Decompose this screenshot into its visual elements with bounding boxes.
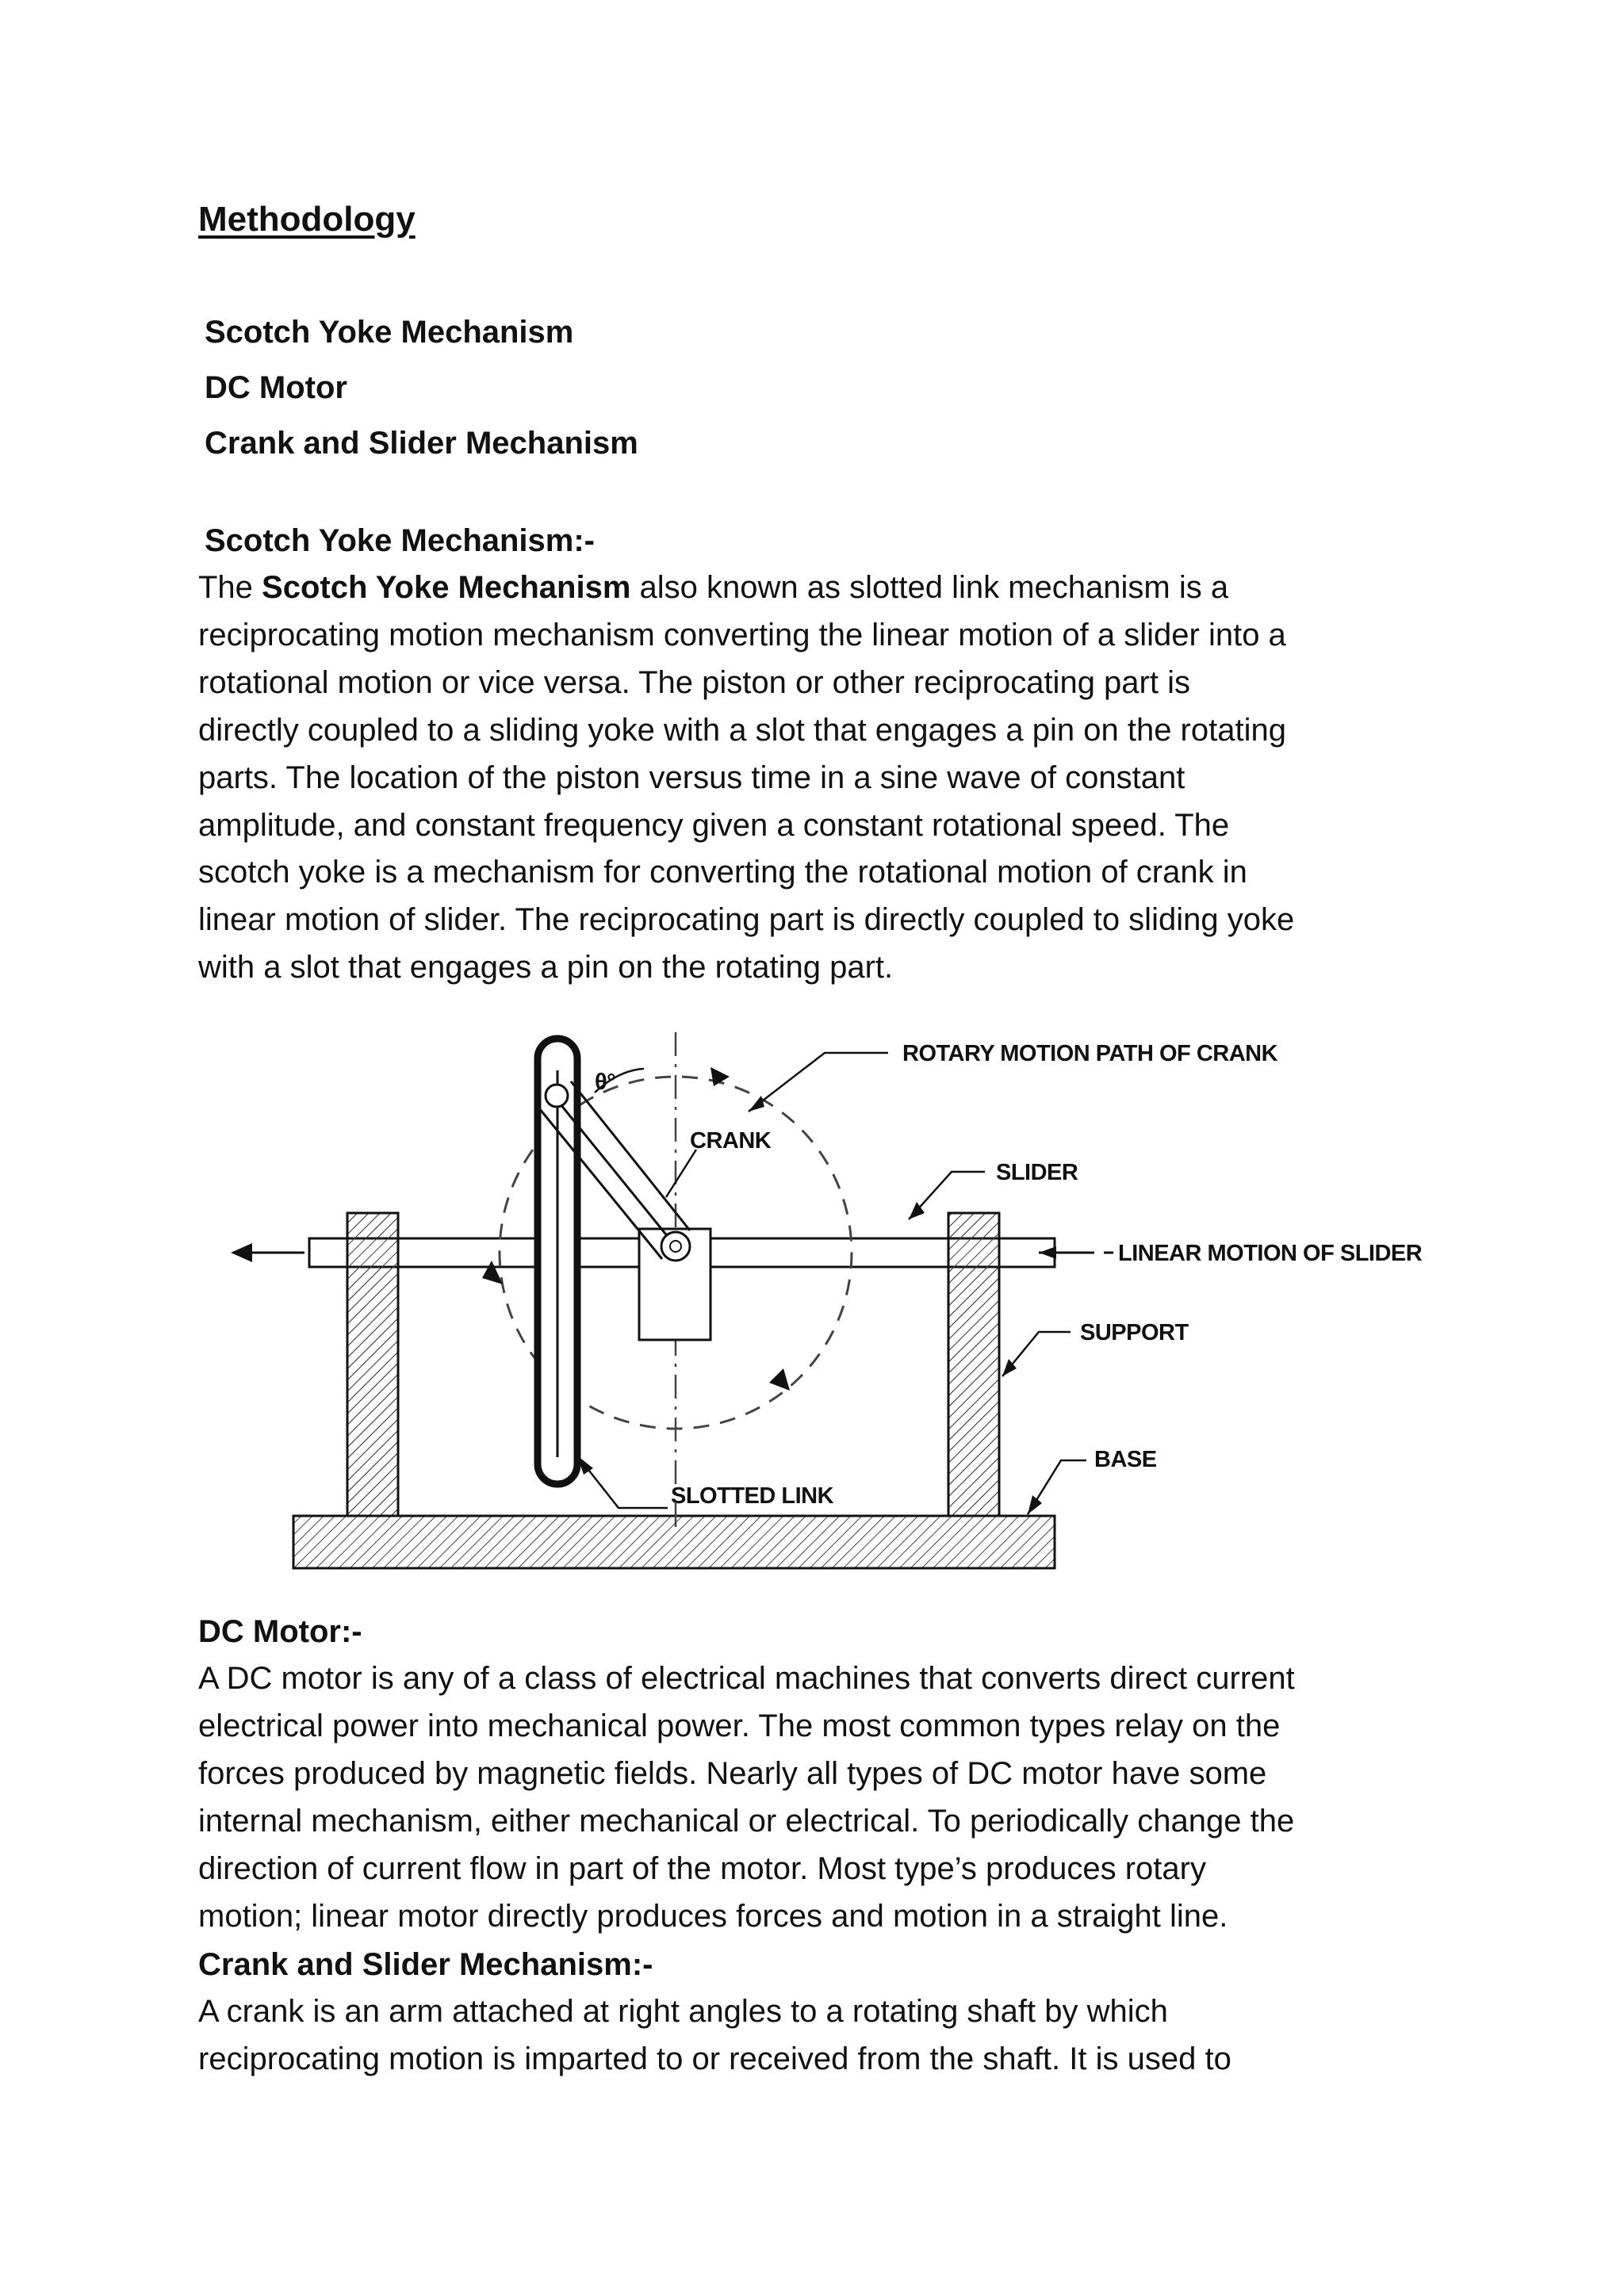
paragraph-line: directly coupled to a sliding yoke with a slot that engages a pin on the rotating — [198, 712, 1286, 748]
page-title: Methodology — [198, 200, 416, 239]
base — [293, 1516, 1055, 1568]
paragraph-line: motion; linear motor directly produces forces and motion in a straight line. — [198, 1898, 1228, 1934]
leader-crank — [666, 1150, 696, 1197]
label-base: BASE — [1094, 1447, 1157, 1472]
label-slotted: SLOTTED LINK — [671, 1483, 834, 1509]
label-support: SUPPORT — [1080, 1320, 1189, 1345]
paragraph-line: electrical power into mechanical power. The most common types relay on the — [198, 1708, 1281, 1743]
paragraph-line: linear motion of slider. The reciprocating part is directly coupled to sliding yoke — [198, 902, 1295, 938]
paragraph-line: direction of current flow in part of the motor. Most type’s produces rotary — [198, 1850, 1206, 1886]
topic-list — [205, 304, 638, 471]
paragraph-line: forces produced by magnetic fields. Nearly all types of DC motor have some — [198, 1755, 1267, 1791]
label-crank: CRANK — [690, 1128, 772, 1154]
paragraph-line — [198, 564, 1483, 612]
label-rotary: ROTARY MOTION PATH OF CRANK — [902, 1041, 1278, 1066]
crank-slider-section — [198, 1941, 1483, 2084]
paragraph-line: scotch yoke is a mechanism for converting the rotational motion of crank in — [198, 855, 1247, 890]
paragraph-line: A crank is an arm attached at right angles to a rotating shaft by which — [198, 1994, 1168, 2029]
topic-item: Scotch Yoke Mechanism — [205, 315, 574, 350]
paragraph-line: rotational motion or vice versa. The piston or other reciprocating part is — [198, 664, 1190, 700]
section-paragraph — [198, 564, 1483, 992]
section-heading: DC Motor:- — [198, 1614, 362, 1649]
scotch-yoke-section — [198, 517, 1483, 992]
dc-motor-section — [198, 1608, 1483, 1940]
crank-pin — [546, 1085, 568, 1107]
text-run: also known as slotted link mechanism is a — [630, 570, 1229, 605]
section-heading: Crank and Slider Mechanism:- — [198, 1947, 653, 1982]
scotch-yoke-diagram — [222, 1023, 1443, 1594]
paragraph-line: parts. The location of the piston versus time in a sine wave of constant — [198, 760, 1185, 795]
label-slider: SLIDER — [996, 1160, 1078, 1185]
paragraph-line: with a slot that engages a pin on the rotating part. — [198, 950, 894, 985]
text-run: The — [198, 570, 262, 605]
paragraph-line: internal mechanism, either mechanical or electrical. To periodically change the — [198, 1803, 1295, 1839]
angle-label: θ° — [595, 1070, 616, 1095]
paragraph-line: A DC motor is any of a class of electrical machines that converts direct current — [198, 1661, 1295, 1696]
section-paragraph — [198, 1988, 1483, 2084]
section-paragraph — [198, 1655, 1483, 1940]
leader-slotted — [577, 1456, 668, 1508]
topic-item: Crank and Slider Mechanism — [205, 426, 638, 461]
diagram-svg — [222, 1023, 1443, 1594]
bold-term: Scotch Yoke Mechanism — [262, 570, 631, 605]
label-linear: LINEAR MOTION OF SLIDER — [1118, 1241, 1423, 1266]
paragraph-line: amplitude, and constant frequency given a constant rotational speed. The — [198, 807, 1230, 843]
topic-item: DC Motor — [205, 370, 347, 405]
section-heading: Scotch Yoke Mechanism:- — [205, 523, 595, 558]
paragraph-line: reciprocating motion mechanism converting the linear motion of a slider into a — [198, 617, 1286, 652]
rotation-arrow — [769, 1368, 790, 1391]
paragraph-line: reciprocating motion is imparted to or received from the shaft. It is used to — [198, 2041, 1231, 2076]
